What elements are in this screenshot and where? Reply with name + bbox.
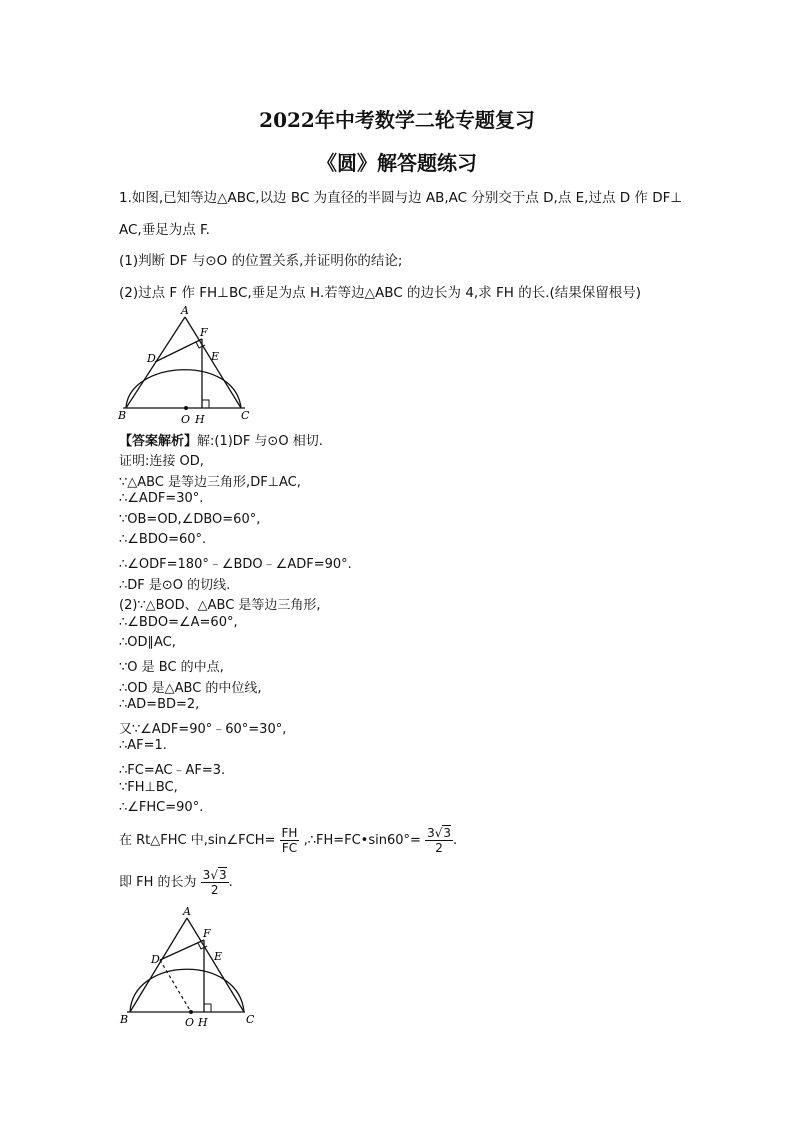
label-f: F (203, 927, 211, 940)
label-o: O (185, 1016, 195, 1029)
center-point-o (189, 1010, 193, 1014)
answer-line: ∴AF=1. (119, 738, 167, 754)
label-o: O (181, 413, 191, 426)
label-d: D (147, 352, 156, 365)
final-denominator: 2 (210, 883, 219, 897)
problem-line-1: 1.如图,已知等边△ABC,以边 BC 为直径的半圆与边 AB,AC 分别交于点 D,点 E,过点 D 作 DF⊥ (119, 190, 683, 206)
label-e: E (214, 950, 223, 963)
answer-line: 又∵∠ADF=90°﹣60°=30°, (119, 721, 287, 737)
rt-prefix: 在 Rt△FHC 中,sin∠FCH= (119, 833, 276, 848)
answer-heading-rest: 解:(1)DF 与⊙O 相切. (197, 434, 323, 449)
page-title: 2022年中考数学二轮专题复习 (259, 108, 535, 132)
answer-line: (2)∵△BOD、△ABC 是等边三角形, (119, 598, 321, 614)
final-fraction (201, 868, 229, 897)
answer-line: ∴∠ADF=30°. (119, 491, 204, 507)
geometry-figure-2 (115, 904, 260, 1030)
label-e: E (211, 350, 220, 363)
answer-heading: 【答案解析】 (119, 434, 198, 449)
answer-line: ∴FC=AC﹣AF=3. (119, 763, 226, 778)
label-h: H (195, 413, 205, 426)
dashed-od (160, 960, 191, 1012)
label-f: F (200, 326, 208, 339)
result-denominator: 2 (435, 841, 443, 855)
answer-line: ∵FH⊥BC, (119, 779, 178, 795)
result-numerator: 3√3 (427, 826, 451, 840)
label-b: B (120, 1013, 129, 1026)
problem-part-1: (1)判断 DF 与⊙O 的位置关系,并证明你的结论; (119, 253, 403, 269)
label-c: C (246, 1013, 255, 1026)
final-answer-line (119, 868, 233, 897)
answer-line: ∴∠FHC=90°. (119, 800, 204, 816)
right-angle-mark-h (202, 400, 209, 408)
page-subtitle: 《圆》解答题练习 (317, 151, 477, 175)
fraction-denominator: FC (281, 841, 298, 855)
answer-line: ∵O 是 BC 的中点, (119, 660, 224, 675)
semicircle-arc (130, 969, 244, 1012)
rt-mid: ,∴FH=FC•sin60°= (303, 833, 421, 848)
answer-heading-line (119, 430, 323, 449)
answer-line: ∴OD∥AC, (119, 635, 176, 651)
answer-line: ∵△ABC 是等边三角形,DF⊥AC, (119, 474, 301, 490)
semicircle-arc (126, 370, 241, 408)
final-numerator: 3√3 (202, 868, 227, 882)
label-b: B (118, 409, 127, 422)
problem-line-2: AC,垂足为点 F. (119, 222, 210, 238)
answer-line: ∴OD 是△ABC 的中位线, (119, 680, 262, 696)
answer-line: ∴∠BDO=∠A=60°, (119, 614, 238, 630)
fraction-fh-fc (280, 826, 300, 855)
answer-line: 证明:连接 OD, (119, 454, 204, 469)
label-a: A (181, 304, 189, 317)
label-a: A (183, 905, 191, 918)
right-angle-mark-h (204, 1004, 211, 1012)
answer-line: ∴∠ODF=180°﹣∠BDO﹣∠ADF=90°. (119, 557, 352, 572)
answer-line: ∴DF 是⊙O 的切线. (119, 577, 231, 593)
segment-df (160, 940, 204, 960)
label-h: H (198, 1016, 208, 1029)
segment-ac (187, 918, 244, 1012)
segment-df (155, 339, 202, 362)
problem-part-2: (2)过点 F 作 FH⊥BC,垂足为点 H.若等边△ABC 的边长为 4,求 FH 的长.(结果保留根号) (119, 285, 642, 301)
fraction-numerator: FH (281, 826, 298, 840)
label-c: C (241, 409, 250, 422)
geometry-figure-1 (115, 302, 255, 426)
answer-line: ∴∠BDO=60°. (119, 532, 207, 548)
center-point-o (184, 406, 188, 410)
rt-triangle-line (119, 826, 457, 855)
label-d: D (151, 953, 160, 966)
answer-line: ∴AD=BD=2, (119, 697, 200, 713)
final-prefix: 即 FH 的长为 (119, 875, 197, 890)
final-end: . (228, 875, 233, 890)
fraction-result (425, 826, 453, 855)
rt-end: . (453, 833, 458, 848)
answer-line: ∵OB=OD,∠DBO=60°, (119, 511, 261, 527)
